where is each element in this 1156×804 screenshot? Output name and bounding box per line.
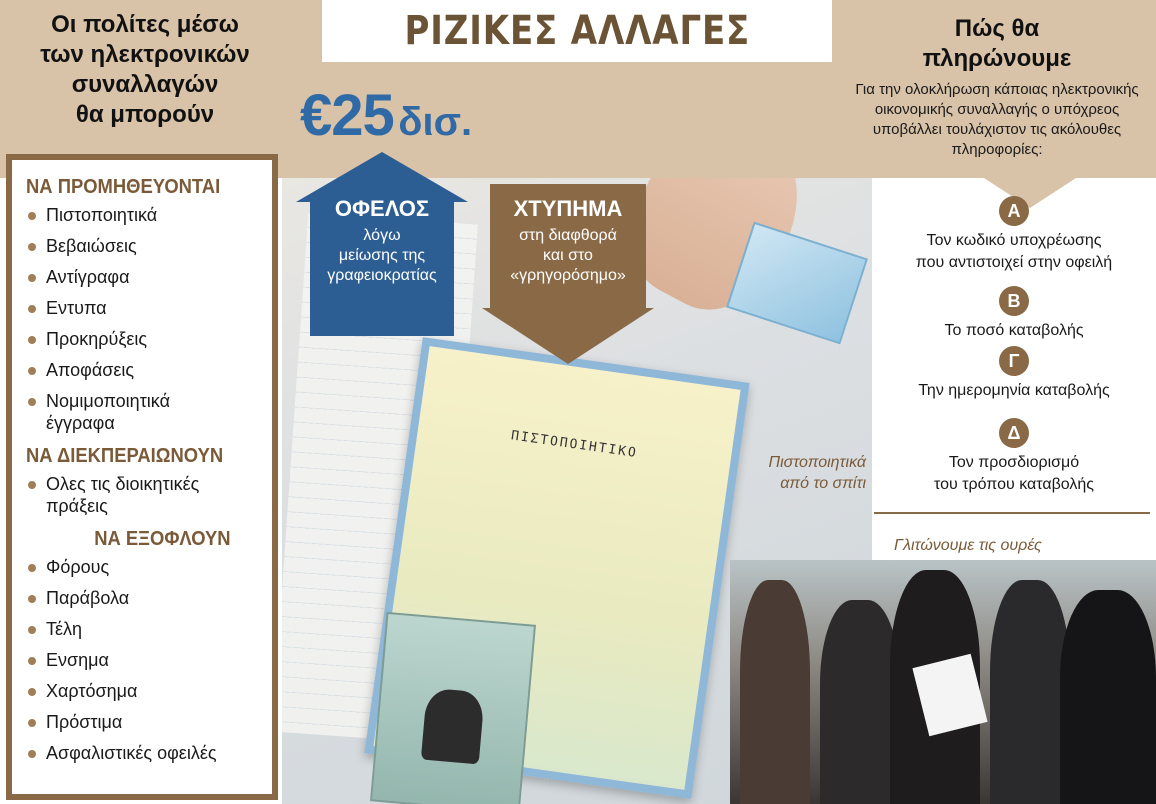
title-box [322, 0, 832, 62]
person-figure [740, 580, 810, 804]
left-header-line: θα μπορούν [75, 101, 215, 128]
list-item: Πρόστιμα [26, 711, 262, 733]
benefit-line: λόγω [363, 227, 401, 244]
caption-line: από το σπίτι [780, 475, 866, 492]
step-text: Την ημερομηνία καταβολής [918, 382, 1110, 399]
section-heading: ΝΑ ΕΞΟΦΛΟΥΝ [94, 528, 231, 550]
blow-line: και στο [543, 247, 593, 264]
left-box [6, 154, 278, 800]
right-intro: Για την ολοκλήρωση κάποιας ηλεκτρονικής οικονομικής συναλλαγής ο υπόχρεος υποβάλλει τουλάχιστον τις ακόλουθες πληροφορίες: [855, 81, 1139, 158]
section-list [26, 473, 262, 517]
left-header [0, 10, 290, 130]
step-text: του τρόπου καταβολής [934, 476, 1094, 493]
divider [874, 512, 1150, 514]
step-badge: Β [999, 286, 1029, 316]
amount-figure [300, 82, 472, 149]
list-item: Παράβολα [26, 587, 262, 609]
list-item: Ασφαλιστικές οφειλές [26, 742, 262, 764]
id-photo [421, 688, 485, 765]
benefit-arrow [296, 152, 468, 336]
section-list [26, 204, 262, 434]
person-figure [990, 580, 1070, 804]
section-list [26, 556, 262, 764]
left-header-line: συναλλαγών [71, 71, 219, 98]
amount-value: €25 [300, 83, 394, 148]
right-header [838, 14, 1156, 160]
step-b [872, 286, 1156, 342]
blow-arrow [490, 184, 646, 364]
certificate-title: ΠΙΣΤΟΠΟΙΗΤΙΚΟ [510, 428, 639, 462]
certificates-caption [754, 452, 866, 494]
benefit-heading: ΟΦΕΛΟΣ [334, 196, 430, 221]
step-d [872, 418, 1156, 496]
list-item: Φόρους [26, 556, 262, 578]
arrow-head [482, 308, 654, 364]
page-title: ΡΙΖΙΚΕΣ ΑΛΛΑΓΕΣ [404, 8, 750, 54]
amount-unit: δισ. [398, 100, 473, 144]
list-item: Αντίγραφα [26, 266, 262, 288]
list-item: Ολες τις διοικητικές πράξεις [26, 473, 236, 517]
right-heading-line: πληρώνουμε [922, 45, 1072, 72]
list-item: Βεβαιώσεις [26, 235, 262, 257]
left-header-line: Οι πολίτες μέσω [51, 11, 239, 38]
step-a [872, 196, 1156, 274]
caption-line: Πιστοποιητικά [768, 454, 866, 471]
list-item: Αποφάσεις [26, 359, 262, 381]
section-heading: ΝΑ ΠΡΟΜΗΘΕΥΟΝΤΑΙ [26, 176, 221, 198]
list-item: Τέλη [26, 618, 262, 640]
list-item: Χαρτόσημα [26, 680, 262, 702]
person-figure [820, 600, 900, 804]
list-item: Εντυπα [26, 297, 262, 319]
person-figure [1060, 590, 1156, 804]
benefit-line: γραφειοκρατίας [327, 267, 437, 284]
benefit-line: μείωσης της [338, 247, 426, 264]
step-badge: Δ [999, 418, 1029, 448]
step-text: Τον κωδικό υποχρέωσης [926, 232, 1102, 249]
list-item: Προκηρύξεις [26, 328, 262, 350]
arrow-head [296, 152, 468, 202]
right-heading-line: Πώς θα [954, 15, 1040, 42]
queue-photo [730, 560, 1156, 804]
step-badge: Γ [999, 346, 1029, 376]
blow-line: «γρηγορόσημο» [510, 267, 626, 284]
section-heading: ΝΑ ΔΙΕΚΠΕΡΑΙΩΝΟΥΝ [26, 445, 224, 467]
step-c [872, 346, 1156, 402]
blue-card-image [726, 222, 868, 345]
list-item: Πιστοποιητικά [26, 204, 262, 226]
blow-heading: ΧΤΥΠΗΜΑ [513, 196, 623, 221]
left-header-line: των ηλεκτρονικών [40, 41, 250, 68]
list-item: Νομιμοποιητικά έγγραφα [26, 390, 196, 434]
list-item: Ενσημα [26, 649, 262, 671]
blow-text [490, 196, 646, 286]
step-text: Τον προσδιορισμό [948, 454, 1080, 471]
step-text: Το ποσό καταβολής [944, 322, 1084, 339]
queues-caption: Γλιτώνουμε τις ουρές [894, 537, 1042, 554]
blow-line: στη διαφθορά [519, 227, 617, 244]
step-text: που αντιστοιχεί στην οφειλή [915, 254, 1113, 271]
benefit-text [310, 196, 454, 286]
step-badge: Α [999, 196, 1029, 226]
id-card-image [370, 612, 536, 804]
payment-steps [872, 178, 1156, 560]
